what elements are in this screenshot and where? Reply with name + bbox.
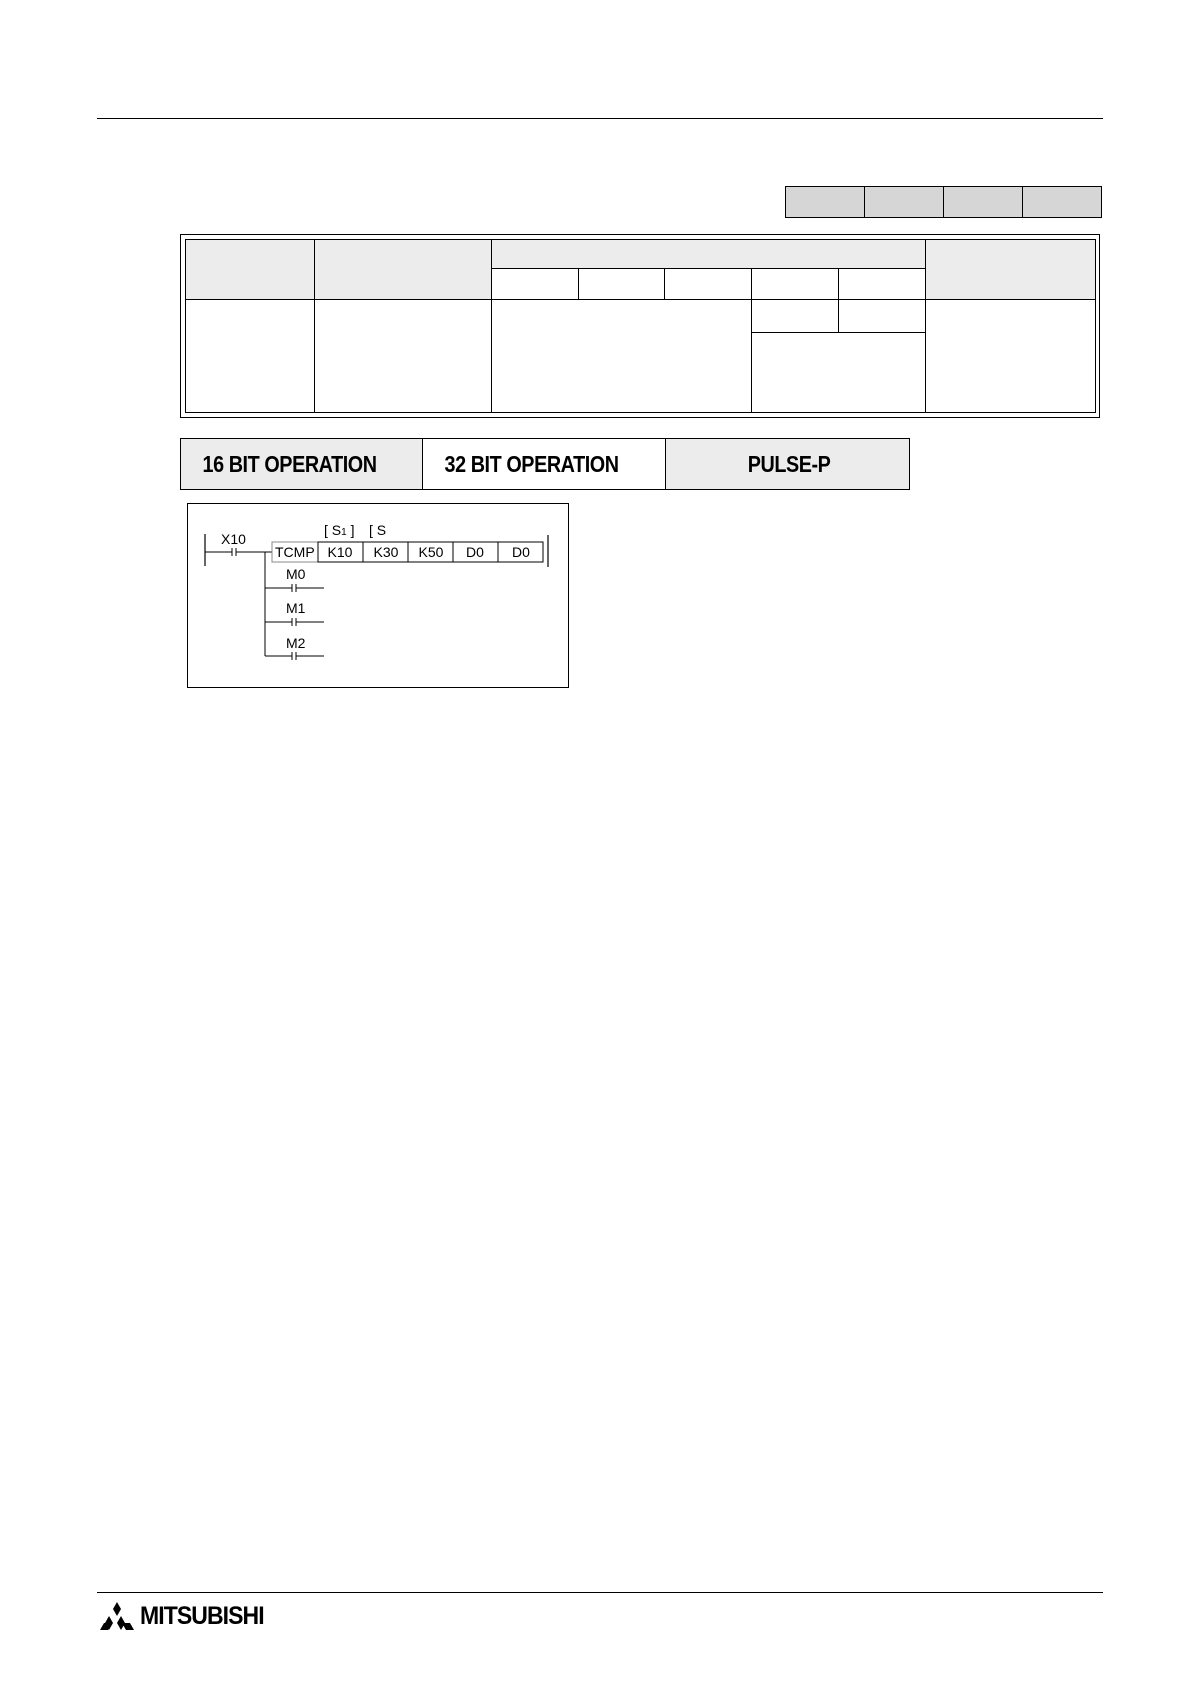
operand-header-s2: [ S [369,522,387,538]
ladder-diagram [187,503,569,688]
table-cell [186,300,315,413]
plc-cell [1022,187,1101,217]
table-cell [752,300,839,333]
operand-label: D0 [466,544,484,560]
pulse-operation-cell [665,439,909,489]
m1-contact-label: M1 [286,600,306,616]
ladder-svg [188,504,568,687]
table-header-cell [186,240,315,300]
table-cell [492,300,752,413]
operand-label: D0 [512,544,530,560]
bit32-operation-label: 32 BIT OPERATION [444,450,619,477]
three-diamonds-icon [100,1602,134,1630]
bit16-operation-label: 16 BIT OPERATION [202,450,377,477]
table-cell [315,300,492,413]
plc-cell [943,187,1022,217]
table-cell [839,300,926,333]
operand-label: K50 [418,544,444,560]
table-subheader-cell [665,269,752,300]
x10-contact-label: X10 [221,531,246,547]
m0-contact-label: M0 [286,566,306,582]
table-subheader-cell [492,269,579,300]
bit32-operation-cell [422,439,665,489]
table-header-cell [926,240,1096,300]
plc-cell [786,187,864,217]
table-subheader-cell [579,269,665,300]
table-cell [752,333,926,413]
table-cell [926,300,1096,413]
operand-header-s1-sub: 1 [341,527,347,538]
pulse-operation-label: PULSE-P [747,450,831,477]
table-subheader-cell [839,269,926,300]
instruction-label: TCMP [275,544,315,560]
operand-table [180,234,1100,418]
plc-cell [864,187,943,217]
mitsubishi-logo [100,1601,274,1631]
operand-header-s1-close: ] [346,522,355,538]
operand-label: K10 [327,544,353,560]
table-header-cell [315,240,492,300]
operation-bar [180,438,910,490]
operand-header-s1 [324,522,354,538]
header-rule [97,118,1103,119]
operand-label: K30 [373,544,399,560]
applicable-plc-strip [785,186,1102,218]
table-subheader-cell [752,269,839,300]
brand-wordmark: MITSUBISHI [140,1601,264,1630]
bit16-operation-cell [181,439,422,489]
table-header-cell [492,240,926,269]
m2-contact-label: M2 [286,635,306,651]
operand-header-s1-open: [ S [324,522,342,538]
footer-rule [97,1592,1103,1593]
